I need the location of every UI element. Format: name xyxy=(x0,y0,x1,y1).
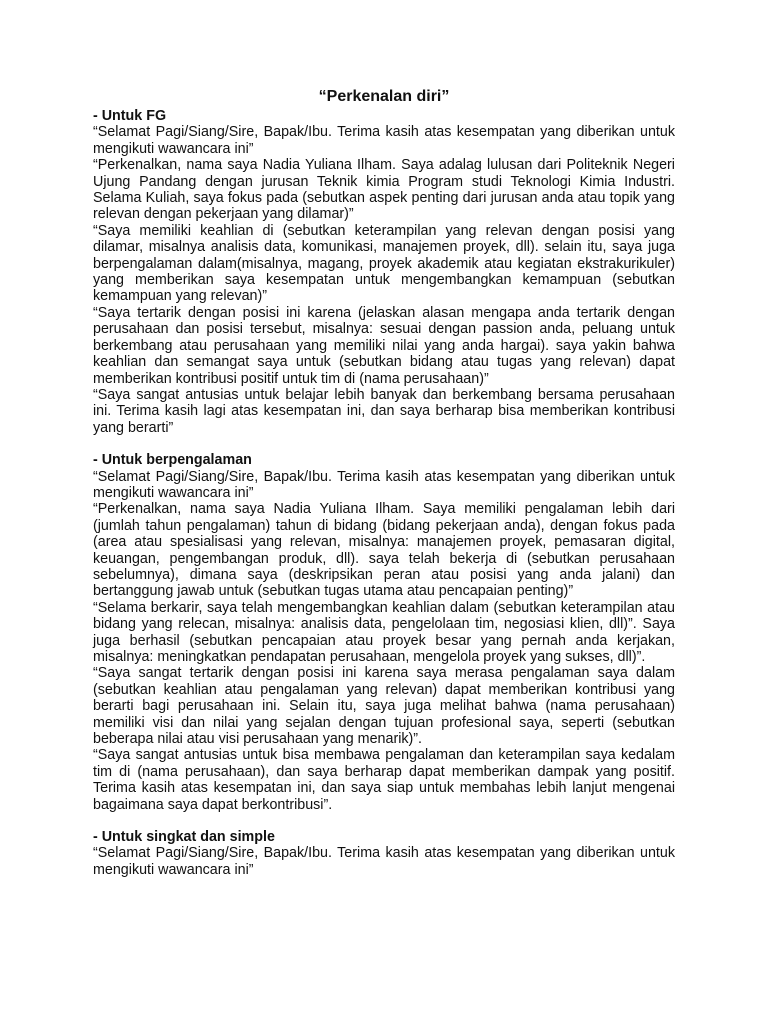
section-spacer xyxy=(93,813,675,829)
document-title: “Perkenalan diri” xyxy=(318,88,450,105)
paragraph: “Perkenalkan, nama saya Nadia Yuliana Ilham. Saya memiliki pengalaman lebih dari (jumlah tahun pengalaman) tahun di bidang (bidang pekerjaan anda), dengan fokus pada (area atau spesialisasi yang relevan, misalnya: manajemen proyek, pemasaran digital, keuangan, pengembangan produk, dll). saya telah bekerja di (sebutkan perusahaan sebelumnya), dimana saya (deskripsikan peran atau posisi yang anda jalani) dan bertanggung jawab untuk (sebutkan tugas utama atau pencapaian penting)” xyxy=(93,501,675,600)
paragraph: “Saya memiliki keahlian di (sebutkan keterampilan yang relevan dengan posisi yang dilamar, misalnya analisis data, komunikasi, manajemen proyek, dll). selain itu, saya juga berpengalaman dalam(misalnya, magang, proyek akademik atau kegiatan ekstrakurikuler) yang memberikan saya kesempatan untuk mengembangkan kemampuan (sebutkan kemampuan yang relevan)” xyxy=(93,222,675,305)
section-heading: - Untuk singkat dan simple xyxy=(93,829,275,846)
paragraph: “Perkenalkan, nama saya Nadia Yuliana Ilham. Saya adalag lulusan dari Politeknik Negeri Ujung Pandang dengan jurusan Teknik kimia Program studi Teknologi Kimia Industri. Selama Kuliah, saya fokus pada (sebutkan aspek penting dari jurusan anda atau topik yang relevan dengan pekerjaan yang dilamar)” xyxy=(93,157,675,223)
paragraph: “Saya sangat tertarik dengan posisi ini karena saya merasa pengalaman saya dalam (sebutkan keahlian atau pengalaman yang relevan) dapat memberikan kontribusi yang berarti bagi perusahaan ini. Selain itu, saya juga melihat bahwa (nama perusahaan) memiliki visi dan nilai yang sejalan dengan tujuan profesional saya, seperti (sebutkan beberapa nilai atau visi perusahaan yang menarik)”. xyxy=(93,665,675,748)
document-page xyxy=(93,88,675,878)
section-heading: - Untuk berpengalaman xyxy=(93,452,252,469)
paragraph: “Selamat Pagi/Siang/Sire, Bapak/Ibu. Terima kasih atas kesempatan yang diberikan untuk mengikuti wawancara ini” xyxy=(93,845,675,878)
paragraph: “Saya sangat antusias untuk bisa membawa pengalaman dan keterampilan saya kedalam tim di (nama perusahaan), dan saya berharap dapat memberikan dampak yang positif. Terima kasih atas kesempatan ini, dan saya siap untuk membahas lebih lanjut mengenai bagaimana saya dapat berkontribusi”. xyxy=(93,747,675,813)
paragraph: “Selama berkarir, saya telah mengembangkan keahlian dalam (sebutkan keterampilan atau bidang yang relecan, misalnya: analisis data, pengelolaan tim, negosiasi klien, dll)”. Saya juga berhasil (sebutkan pencapaian atau proyek besar yang pernah anda kerjakan, misalnya: meningkatkan pendapatan perusahaan, mengelola proyek yang sukses, dll)”. xyxy=(93,599,675,665)
section-spacer xyxy=(93,436,675,452)
paragraph: “Selamat Pagi/Siang/Sire, Bapak/Ibu. Terima kasih atas kesempatan yang diberikan untuk mengikuti wawancara ini” xyxy=(93,468,675,501)
paragraph: “Selamat Pagi/Siang/Sire, Bapak/Ibu. Terima kasih atas kesempatan yang diberikan untuk mengikuti wawancara ini” xyxy=(93,124,675,157)
section-untuk-singkat xyxy=(93,829,675,878)
paragraph: “Saya tertarik dengan posisi ini karena (jelaskan alasan mengapa anda tertarik dengan perusahaan dan posisi tersebut, misalnya: sesuai dengan passion anda, peluang untuk berkembang atau perusahaan yang memiliki nilai yang anda hargai). saya yakin bahwa keahlian dan semangat saya untuk (sebutkan bidang atau tugas yang relevan) dapat memberikan kontribusi positif untuk tim di (nama perusahaan)” xyxy=(93,304,675,387)
section-untuk-fg xyxy=(93,108,675,436)
paragraph: “Saya sangat antusias untuk belajar lebih banyak dan berkembang bersama perusahaan ini. Terima kasih lagi atas kesempatan ini, dan saya berharap bisa memberikan kontribusi yang berarti” xyxy=(93,386,675,436)
section-untuk-berpengalaman xyxy=(93,452,675,813)
section-heading: - Untuk FG xyxy=(93,108,167,124)
